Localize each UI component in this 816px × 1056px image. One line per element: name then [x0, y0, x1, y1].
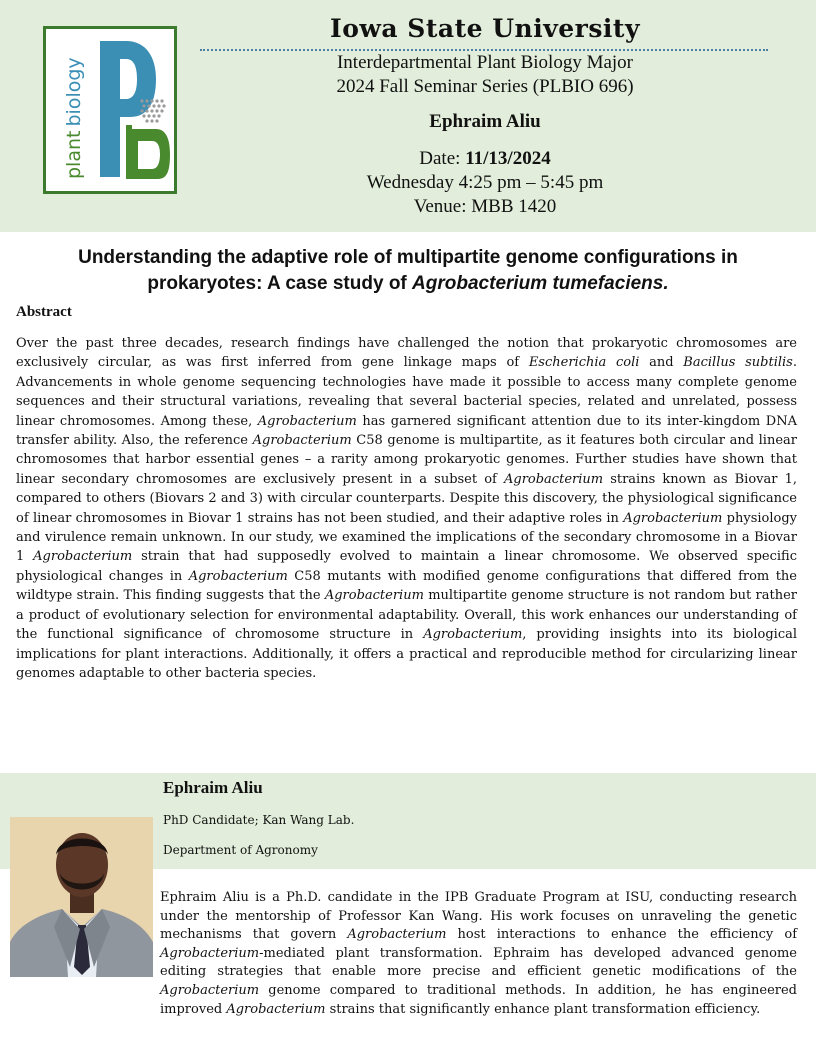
- time-line: Wednesday 4:25 pm – 5:45 pm: [366, 172, 604, 193]
- bio-text: host interactions to enhance the efficiency of: [446, 927, 797, 943]
- venue-line: Venue: MBB 1420: [413, 196, 557, 217]
- abstract-text: and: [639, 355, 684, 371]
- abstract-text: strain that had supposedly evolved to maintain a linear chromosome. We observed specific physiological changes in: [16, 549, 797, 584]
- bio-text: -mediated plant transformation. Ephraim has developed advanced genome editing strategies that enable more precise and efficient genetic modifications of the: [160, 945, 797, 980]
- bio-speaker-name: Ephraim Aliu: [163, 778, 263, 797]
- university-name: Iowa State University: [330, 14, 640, 43]
- abstract-italic: Bacillus subtilis: [683, 355, 793, 371]
- bio-text: strains that significantly enhance plant transformation efficiency.: [325, 1001, 761, 1017]
- bio-italic: Agrobacterium: [226, 1001, 326, 1017]
- abstract-italic: Agrobacterium: [324, 588, 424, 604]
- bio-italic: Agrobacterium: [160, 982, 260, 998]
- bio-italic: Agrobacterium: [160, 945, 260, 961]
- abstract-italic: Agrobacterium: [423, 627, 523, 643]
- abstract-italic: Escherichia coli: [528, 355, 640, 371]
- seminar-series: 2024 Fall Seminar Series (PLBIO 696): [336, 76, 634, 97]
- abstract-text: physiology and virulence remain unknown. In our study, we examined the implications of the secondary chromosome in a Biovar 1: [16, 510, 798, 565]
- date-value: 11/13/2024: [465, 148, 551, 169]
- abstract-text: , providing insights into its biological implications for plant interactions. Additionally, it offers a practical and reproducible method for circularizing linear genomes adaptable to other bacteria species.: [16, 627, 798, 681]
- abstract-text: Over the past three decades, research findings have challenged the notion that prokaryotic chromosomes are exclusively circular, as was first inferred from gene linkage maps of: [16, 336, 797, 371]
- plant-biology-logo: [43, 26, 177, 194]
- program-name: Interdepartmental Plant Biology Major: [336, 52, 633, 73]
- abstract-text: . Advancements in whole genome sequencing technologies have made it possible to access many complete genome sequences and their structural variations, revealing that several bacterial species, related and unrelated, possess linear chromosomes. Among these,: [16, 355, 797, 429]
- abstract-italic: Agrobacterium: [188, 568, 288, 584]
- abstract-heading: Abstract: [16, 304, 72, 320]
- person-portrait-icon: [10, 817, 153, 977]
- svg-text:plantbiology: [63, 57, 85, 179]
- abstract-text: C58 genome is multipartite, as it features both circular and linear chromosomes that harbor essential genes – a rarity among prokaryotic genomes. Further studies have shown that linear secondary chromosomes are exclusively present in a subset of: [16, 433, 797, 487]
- logo-word-plant: plant: [63, 130, 85, 179]
- abstract-italic: Agrobacterium: [503, 471, 604, 487]
- bio-text: Ephraim Aliu is a Ph.D. candidate in the IPB Graduate Program at ISU, conducting research under the mentorship of Professor Kan Wang. His work focuses on unraveling the genetic mechanisms that govern: [160, 890, 797, 943]
- date-line: [200, 148, 770, 170]
- header-band: [0, 0, 816, 232]
- title-organism: Agrobacterium tumefaciens.: [412, 273, 669, 294]
- title-main: Understanding the adaptive role of multipartite genome configurations in prokaryotes: A case study of: [78, 247, 738, 294]
- abstract-text: multipartite genome structure is not random but rather a product of evolutionary selection for environmental adaptability. Overall, this work enhances our understanding of the functional significance of chromosome structure in: [16, 588, 798, 643]
- abstract-text: has garnered significant attention due to its inter-kingdom DNA transfer ability. Also, the reference: [16, 413, 797, 449]
- logo-word-biology: biology: [63, 57, 85, 127]
- pb-logo-icon: [46, 29, 174, 191]
- date-label: Date:: [419, 148, 461, 169]
- seminar-title: [20, 245, 796, 297]
- abstract-italic: Agrobacterium: [252, 433, 352, 449]
- abstract-text: C58 mutants with modified genome configurations that differed from the wildtype strain. This finding suggests that the: [16, 568, 797, 604]
- bio-department: Department of Agronomy: [163, 843, 318, 857]
- abstract-italic: Agrobacterium: [33, 549, 133, 565]
- header-divider: [200, 49, 768, 51]
- abstract-italic: Agrobacterium: [623, 510, 723, 526]
- bio-italic: Agrobacterium: [347, 927, 447, 943]
- abstract-italic: Agrobacterium: [257, 413, 357, 429]
- speaker-photo: [10, 817, 153, 977]
- bio-body: [160, 889, 797, 1019]
- abstract-body: [16, 334, 797, 683]
- bio-text: genome compared to traditional methods. In addition, he has engineered improved: [160, 982, 797, 1017]
- abstract-text: strains known as Biovar 1, compared to others (Biovars 2 and 3) with circular counterparts. Despite this discovery, the physiological significance of linear chromosomes in Biovar 1 strains has not been studied, and their adaptive roles in: [16, 471, 797, 526]
- bio-role: PhD Candidate; Kan Wang Lab.: [163, 813, 355, 827]
- speaker-name: Ephraim Aliu: [429, 111, 541, 132]
